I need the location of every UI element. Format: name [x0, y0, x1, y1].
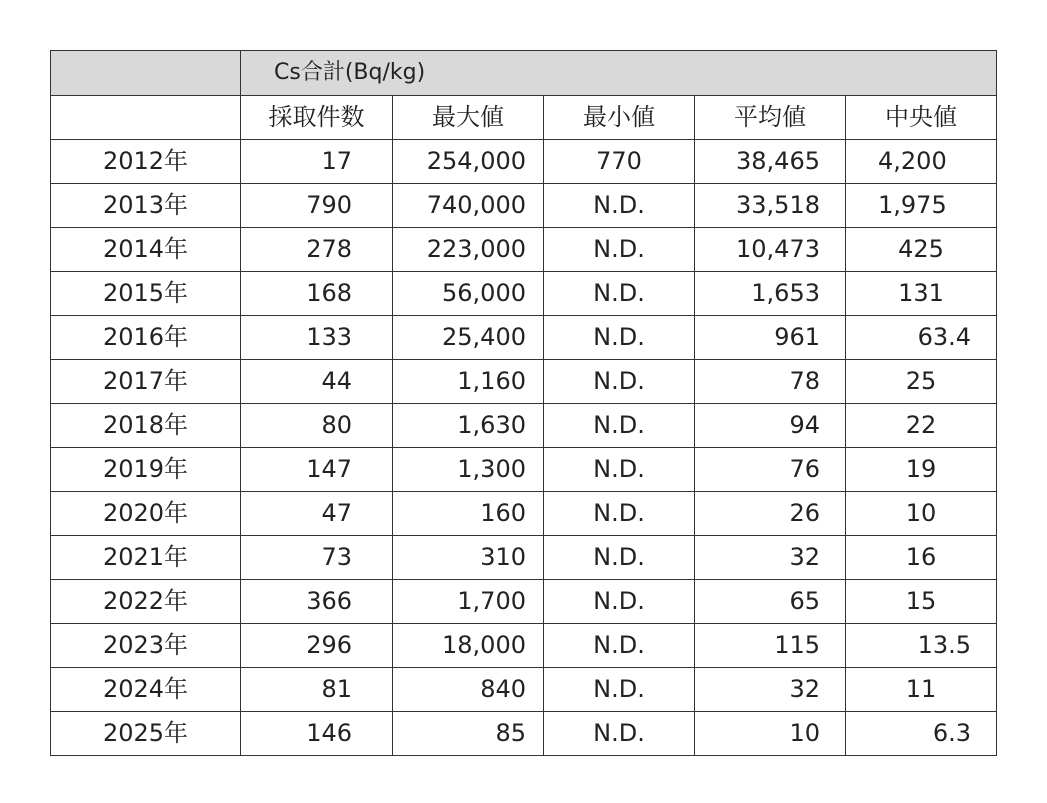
row-min: N.D.	[544, 536, 695, 580]
row-year: 2016年	[51, 316, 241, 360]
table-row	[51, 360, 997, 404]
table-row	[51, 316, 997, 360]
table-row	[51, 492, 997, 536]
row-avg: 78	[695, 360, 846, 404]
row-count: 80	[241, 404, 393, 448]
table-row	[51, 228, 997, 272]
row-min: N.D.	[544, 624, 695, 668]
row-year: 2021年	[51, 536, 241, 580]
row-avg: 94	[695, 404, 846, 448]
row-year: 2017年	[51, 360, 241, 404]
row-max: 310	[393, 536, 544, 580]
row-year: 2022年	[51, 580, 241, 624]
row-max: 1,630	[393, 404, 544, 448]
row-median: 22	[846, 404, 997, 448]
row-min: N.D.	[544, 668, 695, 712]
table-header-row	[51, 96, 997, 140]
header-avg: 平均値	[695, 96, 846, 140]
row-median: 10	[846, 492, 997, 536]
row-year: 2018年	[51, 404, 241, 448]
table-row	[51, 404, 997, 448]
row-max: 1,160	[393, 360, 544, 404]
row-count: 168	[241, 272, 393, 316]
row-median: 16	[846, 536, 997, 580]
row-avg: 10,473	[695, 228, 846, 272]
row-count: 73	[241, 536, 393, 580]
table-row	[51, 712, 997, 756]
row-max: 85	[393, 712, 544, 756]
row-count: 790	[241, 184, 393, 228]
table-row	[51, 140, 997, 184]
row-year: 2012年	[51, 140, 241, 184]
row-min: N.D.	[544, 448, 695, 492]
row-max: 160	[393, 492, 544, 536]
row-median: 1,975	[846, 184, 997, 228]
table-row	[51, 184, 997, 228]
row-avg: 10	[695, 712, 846, 756]
row-avg: 115	[695, 624, 846, 668]
row-year: 2015年	[51, 272, 241, 316]
header-max: 最大値	[393, 96, 544, 140]
row-avg: 1,653	[695, 272, 846, 316]
row-avg: 961	[695, 316, 846, 360]
row-avg: 26	[695, 492, 846, 536]
row-min: N.D.	[544, 316, 695, 360]
row-min: N.D.	[544, 184, 695, 228]
row-avg: 33,518	[695, 184, 846, 228]
row-median: 4,200	[846, 140, 997, 184]
row-median: 63.4	[846, 316, 997, 360]
row-count: 146	[241, 712, 393, 756]
row-year: 2019年	[51, 448, 241, 492]
row-median: 6.3	[846, 712, 997, 756]
row-max: 740,000	[393, 184, 544, 228]
row-count: 366	[241, 580, 393, 624]
row-year: 2020年	[51, 492, 241, 536]
row-avg: 76	[695, 448, 846, 492]
row-count: 133	[241, 316, 393, 360]
row-year: 2014年	[51, 228, 241, 272]
row-count: 47	[241, 492, 393, 536]
row-min: 770	[544, 140, 695, 184]
table-row	[51, 668, 997, 712]
row-count: 278	[241, 228, 393, 272]
row-min: N.D.	[544, 580, 695, 624]
table-row	[51, 272, 997, 316]
row-count: 44	[241, 360, 393, 404]
row-median: 25	[846, 360, 997, 404]
row-max: 25,400	[393, 316, 544, 360]
row-year: 2025年	[51, 712, 241, 756]
row-median: 425	[846, 228, 997, 272]
row-year: 2023年	[51, 624, 241, 668]
row-min: N.D.	[544, 492, 695, 536]
table-title: Cs合計(Bq/kg)	[241, 51, 997, 96]
table-row	[51, 580, 997, 624]
row-year: 2024年	[51, 668, 241, 712]
header-median: 中央値	[846, 96, 997, 140]
cs-total-table	[50, 50, 997, 756]
row-median: 13.5	[846, 624, 997, 668]
row-avg: 32	[695, 668, 846, 712]
row-max: 254,000	[393, 140, 544, 184]
header-count: 採取件数	[241, 96, 393, 140]
table-title-row	[51, 51, 997, 96]
row-count: 296	[241, 624, 393, 668]
row-max: 1,700	[393, 580, 544, 624]
row-min: N.D.	[544, 712, 695, 756]
row-median: 11	[846, 668, 997, 712]
row-avg: 65	[695, 580, 846, 624]
row-min: N.D.	[544, 360, 695, 404]
row-max: 56,000	[393, 272, 544, 316]
table-row	[51, 536, 997, 580]
header-blank-cell	[51, 96, 241, 140]
table-row	[51, 624, 997, 668]
table-row	[51, 448, 997, 492]
row-max: 840	[393, 668, 544, 712]
row-count: 147	[241, 448, 393, 492]
row-max: 1,300	[393, 448, 544, 492]
row-avg: 38,465	[695, 140, 846, 184]
table-corner-cell	[51, 51, 241, 96]
row-avg: 32	[695, 536, 846, 580]
header-min: 最小値	[544, 96, 695, 140]
row-min: N.D.	[544, 272, 695, 316]
row-median: 19	[846, 448, 997, 492]
row-median: 15	[846, 580, 997, 624]
row-max: 223,000	[393, 228, 544, 272]
row-median: 131	[846, 272, 997, 316]
row-max: 18,000	[393, 624, 544, 668]
row-count: 17	[241, 140, 393, 184]
row-year: 2013年	[51, 184, 241, 228]
row-count: 81	[241, 668, 393, 712]
row-min: N.D.	[544, 404, 695, 448]
row-min: N.D.	[544, 228, 695, 272]
